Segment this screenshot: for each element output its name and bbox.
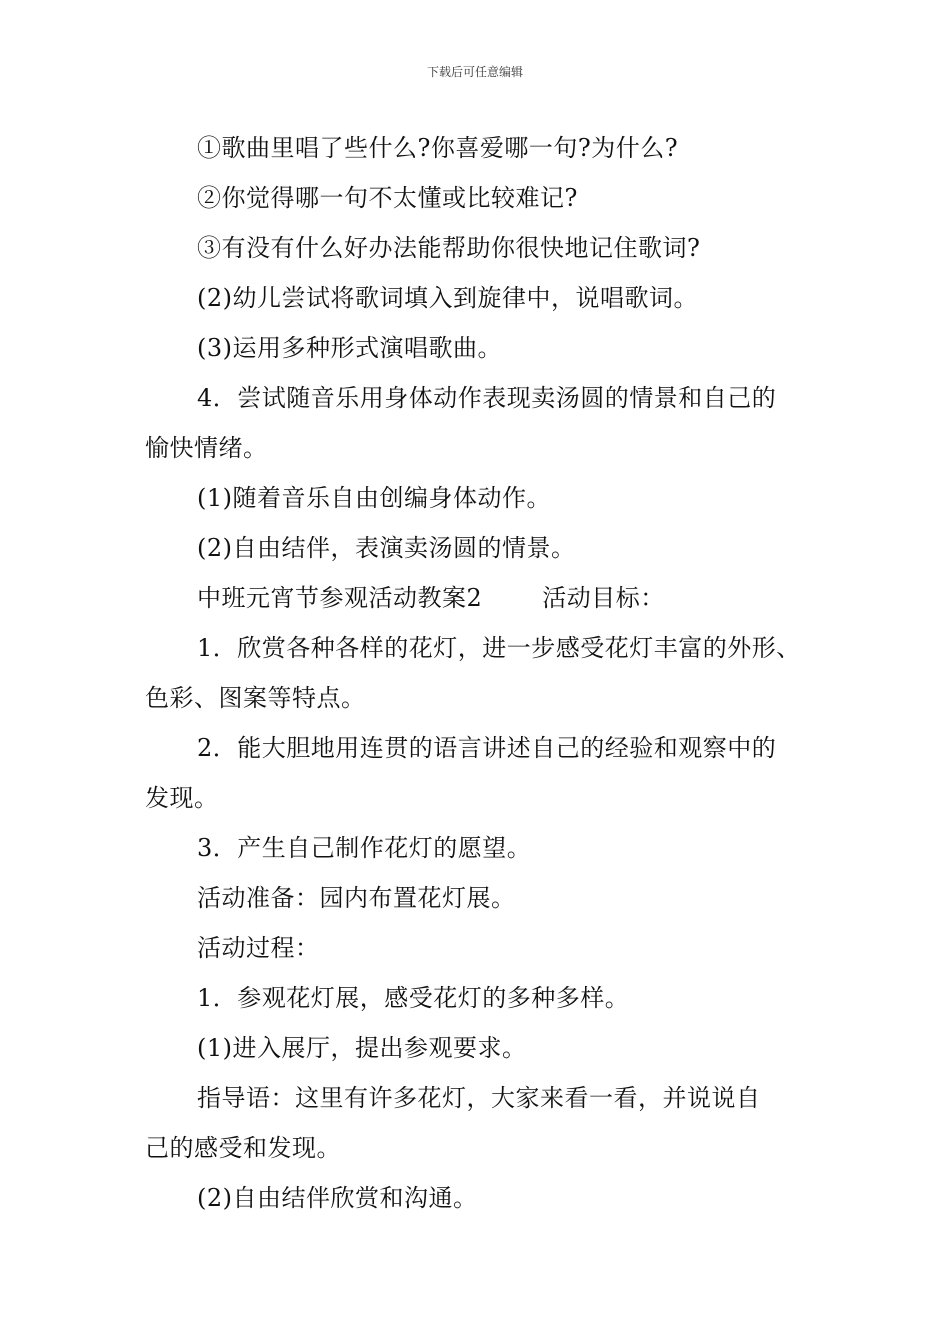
question-1: ①歌曲里唱了些什么?你喜爱哪一句?为什么?	[197, 134, 679, 162]
objective-1-line-2: 色彩、图案等特点。	[145, 684, 366, 712]
document-body	[145, 123, 835, 1223]
step-fill-lyrics: (2)幼儿尝试将歌词填入到旋律中，说唱歌词。	[197, 284, 698, 312]
question-2: ②你觉得哪一句不太懂或比较难记?	[197, 184, 578, 212]
objectives-heading: 活动目标：	[542, 584, 665, 612]
objective-2-line-1: 2．能大胆地用连贯的语言讲述自己的经验和观察中的	[197, 734, 777, 762]
guidance-line-2: 己的感受和发现。	[145, 1134, 341, 1162]
question-3: ③有没有什么好办法能帮助你很快地记住歌词?	[197, 234, 701, 262]
plan-2-title	[145, 573, 835, 623]
step-sing-forms: (3)运用多种形式演唱歌曲。	[197, 334, 502, 362]
guidance-line-1: 指导语：这里有许多花灯，大家来看一看，并说说自	[197, 1084, 761, 1112]
page-header: 下载后可任意编辑	[426, 65, 523, 79]
process-step-1-1: (1)进入展厅，提出参观要求。	[197, 1034, 527, 1062]
process-step-1: 1．参观花灯展，感受花灯的多种多样。	[197, 984, 630, 1012]
process-heading: 活动过程：	[197, 934, 320, 962]
plan-2-heading: 中班元宵节参观活动教案2	[197, 584, 483, 612]
objective-2-line-2: 发现。	[145, 784, 219, 812]
section-4-line-2: 愉快情绪。	[145, 434, 268, 462]
objective-3: 3．产生自己制作花灯的愿望。	[197, 834, 532, 862]
preparation: 活动准备：园内布置花灯展。	[197, 884, 516, 912]
objective-1-line-1: 1．欣赏各种各样的花灯，进一步感受花灯丰富的外形、	[197, 634, 801, 662]
section-4-line-1: 4．尝试随音乐用身体动作表现卖汤圆的情景和自己的	[197, 384, 777, 412]
step-perform-scene: (2)自由结伴，表演卖汤圆的情景。	[197, 534, 576, 562]
process-step-1-2: (2)自由结伴欣赏和沟通。	[197, 1184, 478, 1212]
step-create-movements: (1)随着音乐自由创编身体动作。	[197, 484, 551, 512]
